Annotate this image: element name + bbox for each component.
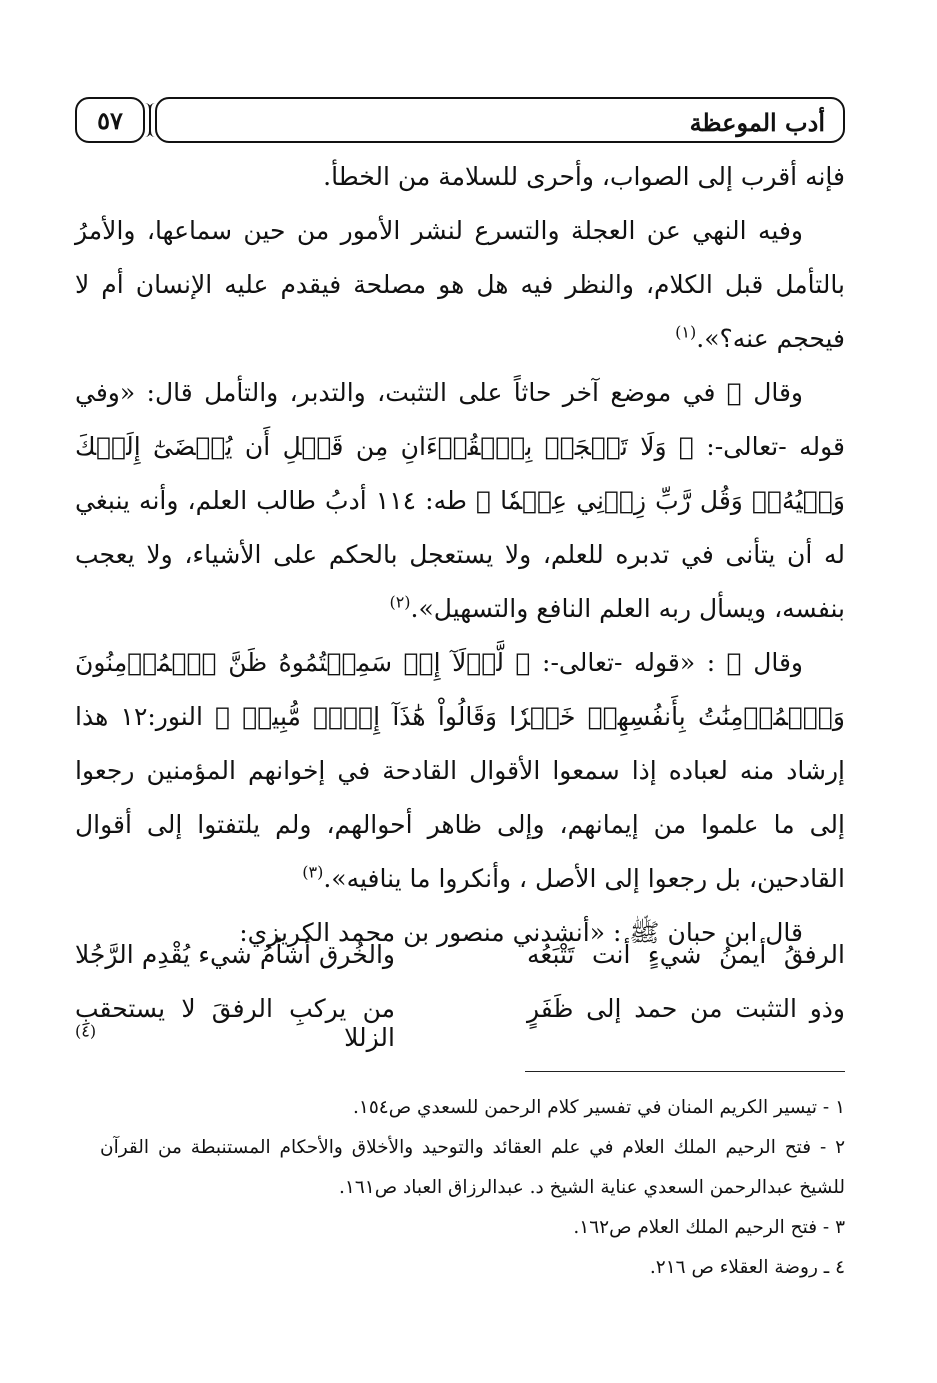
footnote-ref-4: (٤) (75, 1021, 97, 1041)
footnote-ref-2: (٢) (389, 592, 411, 612)
hemistich-right: وذو التثبت من حمد إلى ظَفَرٍ (527, 994, 845, 1023)
footnote-3: ٣ - فتح الرحيم الملك العلام ص١٦٢. (573, 1217, 845, 1238)
page-number: ٥٧ (75, 97, 145, 143)
footnote-1: ١ - تيسير الكريم المنان في تفسير كلام الرحمن للسعدي ص١٥٤. (353, 1097, 845, 1118)
paragraph-1: فإنه أقرب إلى الصواب، وأحرى للسلامة من الخطأ. (323, 162, 845, 191)
paragraph-4-text: وقال ﷺ : «قوله -تعالى-: ﴿ لَّوۡلَآ إِذۡ سَمِعۡتُمُوهُ ظَنَّ ٱلۡمُؤۡمِنُونَ وَٱلۡمُؤۡمِنَٰتُ بِأَنفُسِهِمۡ خَيۡرٗا وَقَالُواْ هَٰذَآ إِفۡكٞ مُّبِينٞ ﴾ النور:١٢ هذا إرشاد منه لعباده إذا سمعوا الأقوال القادحة في إخوانهم المؤمنين رجعوا إلى ما علموا من إيمانهم، وإلى ظاهر أحوالهم، ولم يلتفتوا إلى أقوال القادحين، بل رجعوا إلى الأصل ، وأنكروا ما ينافيه». (75, 648, 845, 893)
paragraph-5: قال ابن حبان ﷺ : «أنشدني منصور بن محمد الكريزي: (239, 918, 803, 947)
footnote-ref-1: (١) (675, 322, 697, 342)
paragraph-4 (75, 636, 845, 906)
hemistich-right: الرفقُ أيمنُ شيءٍ أنت تَتْبَعُه (527, 940, 845, 969)
paragraph-2-text: وفيه النهي عن العجلة والتسرع لنشر الأمور من حين سماعها، والأمرُ بالتأمل قبل الكلام، والنظر فيه هل هو مصلحة فيقدم عليه الإنسان أم لا فيحجم عنه؟». (75, 216, 845, 353)
paragraph-2 (75, 204, 845, 366)
poem-verse-2 (75, 994, 845, 1052)
hemistich-left-text: من يركبِ الرفقَ لا يستحقبِ الزللا (75, 994, 395, 1052)
footnote-4: ٤ ـ روضة العقلاء ص ٢١٦. (649, 1257, 845, 1278)
footnotes (100, 1088, 845, 1288)
poem-verse-1 (75, 940, 845, 994)
running-header (75, 97, 845, 147)
poem (75, 940, 845, 1052)
hemistich-left: والخُرق أشأمُ شيء يُقْدِم الرَّجُلا (75, 940, 395, 969)
footnote-separator (525, 1071, 845, 1072)
hemistich-left (75, 994, 395, 1052)
footnote-ref-3: (٣) (302, 862, 324, 882)
footnote-2: ٢ - فتح الرحيم الملك العلام في علم العقائد والتوحيد والأخلاق والأحكام المستنبطة من القرآن للشيخ عبدالرحمن السعدي عناية الشيخ د. عبدالرزاق العباد ص١٦١. (100, 1137, 845, 1198)
paragraph-3-text: وقال ﷺ في موضع آخر حاثاً على التثبت، والتدبر، والتأمل قال: «وفي قوله -تعالى-: ﴿ وَلَا تَعۡجَلۡ بِٱلۡقُرۡءَانِ مِن قَبۡلِ أَن يُقۡضَىٰٓ إِلَيۡكَ وَحۡيُهُۥۖ وَقُل رَّبِّ زِدۡنِي عِلۡمٗا ﴾ طه: ١١٤ أدبُ طالب العلم، وأنه ينبغي له أن يتأنى في تدبره للعلم، ولا يستعجل بالحكم على الأشياء، ولا يعجب بنفسه، ويسأل ربه العلم النافع والتسهيل». (75, 378, 845, 623)
running-title: أدب الموعظة (155, 97, 845, 143)
main-text (75, 150, 845, 960)
paragraph-3 (75, 366, 845, 636)
